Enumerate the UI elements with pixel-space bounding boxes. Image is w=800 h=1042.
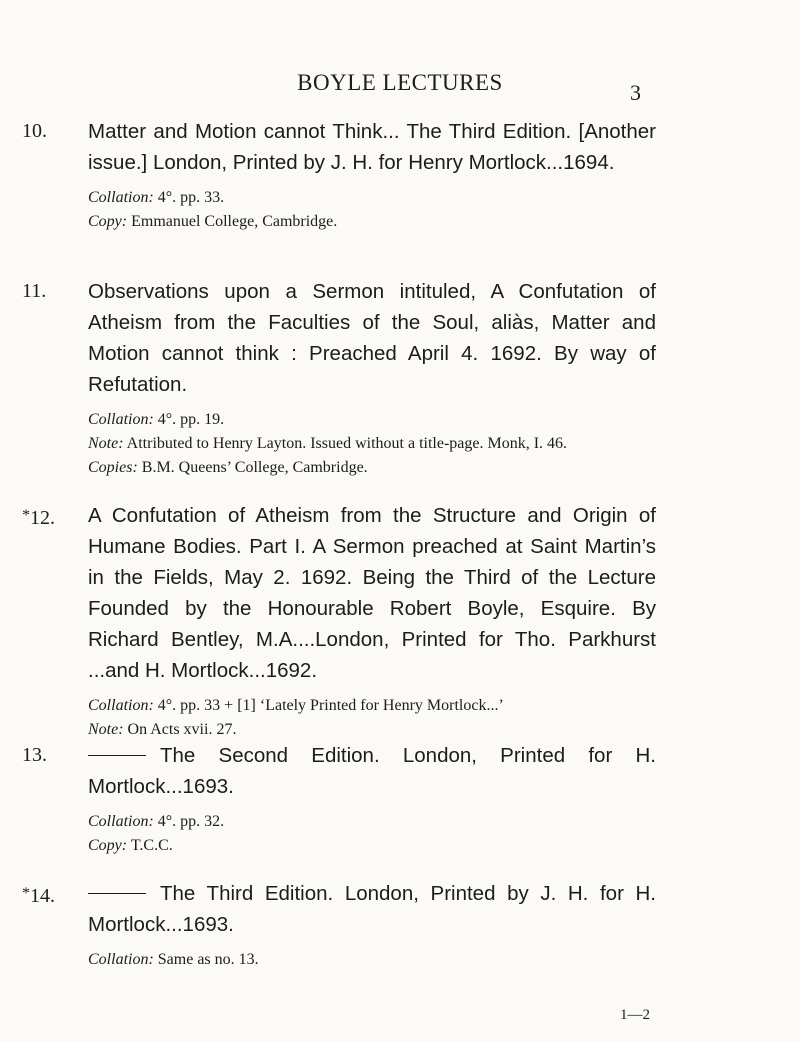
note-line: Note: On Acts xvii. 27. [88,721,237,738]
copy-line: Copy: Emmanuel College, Cambridge. [88,213,338,230]
running-title: BOYLE LECTURES [297,70,503,95]
catalogue-entry [22,740,656,858]
collation-line: Collation: Same as no. 13. [88,951,259,968]
entry-title: A Confutation of Atheism from the Structure and Origin of Humane Bodies. Part I. A Sermon preached at Saint Martin’s in the Fields, May 2. 1692. Being the Third of the Lecture Founded by the Honourable Robert Boyle, Esquire. By Richard Bentley, M.A....London, Printed for Tho. Parkhurst ...and H. Mortlock...1692. [88,504,656,682]
entry-title: Observations upon a Sermon intituled, A Confutation of Atheism from the Faculties of the Soul, aliàs, Matter and Motion cannot think : Preached April 4. 1692. By way of Refutation. [88,280,656,396]
catalogue-entry [22,276,656,480]
entry-number: *12. [22,507,55,529]
catalogue-entry [22,116,656,234]
ditto-dash [88,755,146,756]
note-line: Note: Attributed to Henry Layton. Issued without a title-page. Monk, I. 46. [88,435,568,452]
signature-mark: 1—2 [620,1007,650,1023]
copy-line: Copies: B.M. Queens’ College, Cambridge. [88,459,368,476]
collation-line: Collation: 4°. pp. 33 + [1] ‘Lately Printed for Henry Mortlock...’ [88,697,504,714]
entry-number: 10. [22,120,47,142]
entry-title: The Second Edition. London, Printed for H. Mortlock...1693. [88,744,656,798]
ditto-dash [88,893,146,894]
entry-title: The Third Edition. London, Printed by J. H. for H. Mortlock...1693. [88,882,656,936]
entry-number: *14. [22,885,55,907]
copy-line: Copy: T.C.C. [88,837,173,854]
entry-number: 13. [22,744,47,766]
star-marker: * [22,885,30,902]
catalogue-entry [22,500,656,742]
collation-line: Collation: 4°. pp. 33. [88,189,225,206]
page-number: 3 [630,80,641,105]
catalogue-entry [22,878,656,972]
collation-line: Collation: 4°. pp. 19. [88,411,225,428]
entry-title: Matter and Motion cannot Think... The Third Edition. [Another issue.] London, Printed by J. H. for Henry Mortlock...1694. [88,120,656,174]
star-marker: * [22,507,30,524]
entry-number: 11. [22,280,47,302]
collation-line: Collation: 4°. pp. 32. [88,813,225,830]
